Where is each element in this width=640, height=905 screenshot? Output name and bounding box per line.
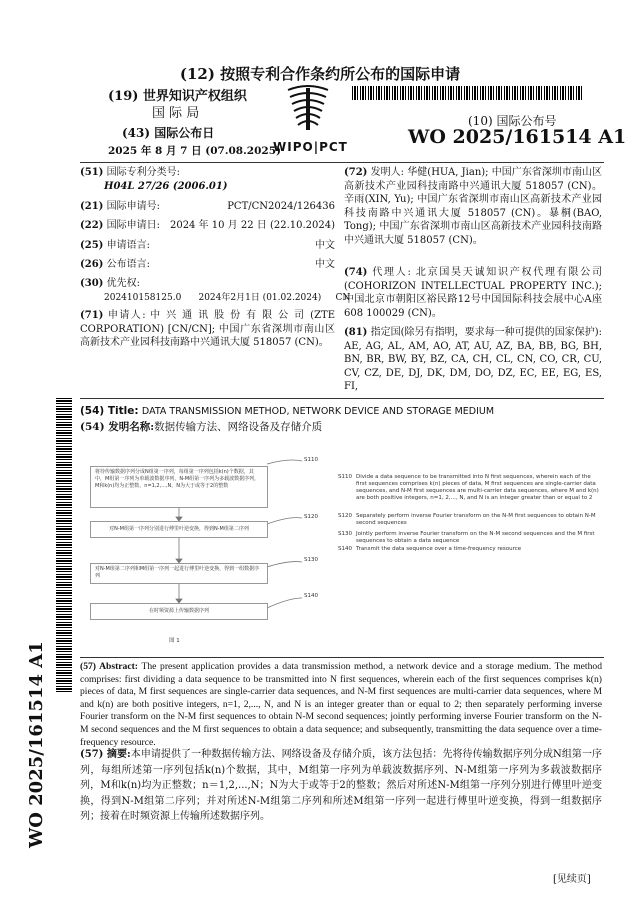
pub-no-label: (10) 国际公布号 (468, 114, 557, 128)
side-barcode-icon (56, 396, 72, 692)
divider-middle (80, 398, 604, 399)
field-74: (74) 代理人: 北京国昊天诚知识产权代理有限公司 (COHORIZON INTELLECTUAL PROPERTY INC.); 中国北京市朝阳区裕民路12号中国国际科技会展中心A座608 100029 (CN)。 (344, 267, 602, 319)
legend-code-s120: S120 (338, 513, 352, 519)
legend-code-s140: S140 (338, 546, 352, 552)
figure-caption: 图 1 (169, 638, 180, 644)
legend-text-s120: Separately perform inverse Fourier transform on the N-M first sequences to obtain N-M second sequences (356, 513, 596, 526)
field-25: (25) 申请语言: 中文 (80, 240, 335, 251)
field-81: (81) 指定国(除另有指明，要求每一种可提供的国家保护): AE, AG, AL, AM, AO, AT, AU, AZ, BA, BB, BG, BH, BN, BR, BW, BY, BZ, CA, CH, CL, CN, CO, CR, CU, CV, CZ, DE, DJ, DK, DM, DO, DZ, EC, EE, EG, ES, FI, (344, 327, 603, 392)
step-label-s130: S130 (304, 557, 318, 563)
field-51: (51) 国际专利分类号: H04L 27/26 (2006.01) (80, 167, 228, 192)
field-30: (30) 优先权: 202410158125.0 2024年2月1日 (01.02.2024) CN (80, 278, 351, 303)
abstract-en: (57) Abstract: The present application provides a data transmission method, a network device and a storage medium. The method comprises: first dividing a data sequence to be transmitted into N first sequences, wherein each of the first sequences comprises k(n) pieces of data, M first sequences are single-carrier data sequences, and N-M first sequences are multi-carrier data sequences, where M and k(n) are both positive integers, n=1, 2,..., N, and N is an integer greater than or equal to 2; then separately performing inverse Fourier transform on the N-M first sequences to obtain N-M second sequences; jointly performing inverse Fourier transform on the N-M second sequences and the M first sequences to obtain a data sequence; and subsequently, transmitting the data sequence over a time-frequency resource. (80, 661, 602, 748)
legend-text-s130: Jointly perform inverse Fourier transform on the N-M second sequences and the M first sequences to obtain a data sequence (356, 531, 595, 544)
step-label-s110: S110 (304, 457, 318, 463)
step-box-s140: 在时频资源上传输数据序列 (90, 603, 268, 620)
title-en: (54) Title: DATA TRANSMISSION METHOD, NETWORK DEVICE AND STORAGE MEDIUM (80, 405, 495, 417)
org-name: (19) 世界知识产权组织 (108, 89, 247, 104)
document-title: (12) 按照专利合作条约所公布的国际申请 (179, 65, 461, 83)
continued-note: [见续页] (553, 874, 591, 885)
flow-figure (84, 452, 604, 652)
legend-text-s140: Transmit the data sequence over a time-frequency resource (356, 546, 522, 552)
pub-date: 2025 年 8 月 7 日 (07.08.2025) (108, 145, 281, 157)
field-72: (72) 发明人: 华健(HUA, Jian); 中国广东省深圳市南山区高新技术产业园科技南路中兴通讯大厦 518057 (CN)。辛雨(XIN, Yu); 中国广东省深圳市南山区高新技术产业园科技南路中兴通讯大厦 518057 (CN)。暴桐(BAO, Tong); 中国广东省深圳市南山区高新技术产业园科技南路中兴通讯大厦 518057 (CN)。 (344, 167, 602, 246)
step-box-s130: 对N-M组第二序列和M组第一序列一起进行傅里叶逆变换，得到一组数据序列 (90, 563, 268, 584)
org-bureau: 国 际 局 (152, 106, 200, 121)
wipo-logo-icon (278, 80, 338, 140)
step-box-s120: 对N-M组第一序列分别进行傅里叶逆变换，得到N-M组第二序列 (90, 521, 268, 538)
legend-code-s130: S130 (338, 531, 352, 537)
field-26: (26) 公布语言: 中文 (80, 259, 335, 270)
divider-abstract (80, 657, 604, 658)
title-cn: (54) 发明名称:数据传输方法、网络设备及存储介质 (80, 421, 323, 433)
legend-code-s110: S110 (338, 474, 352, 480)
step-label-s120: S120 (304, 514, 318, 520)
abstract-cn: (57) 摘要:本申请提供了一种数据传输方法、网络设备及存储介质，该方法包括：先将待传输数据序列分成N组第一序列，每组所述第一序列包括k(n)个数据，其中，M组第一序列为单载波数据序列、N-M组第一序列为多载波数据序列，M和k(n)均为正整数；n＝1,2,...,N；N为大于或等于2的整数；然后对所述N-M组第一序列分别进行傅里叶逆变换，得到N-M组第二序列；并对所述N-M组第二序列和所述M组第一序列一起进行傅里叶逆变换，得到一组数据序列；接着在时频资源上传输所述数据序列。 (80, 749, 602, 822)
pub-number: WO 2025/161514 A1 (408, 126, 627, 148)
wipo-logo-text: WIPO|PCT (273, 140, 348, 154)
step-label-s140: S140 (304, 593, 318, 599)
divider-top (80, 162, 604, 163)
pub-date-label: (43) 国际公布日 (122, 126, 215, 140)
legend-text-s110: Divide a data sequence to be transmitted into N first sequences, wherein each of the first sequences comprises k(n) pieces of data, M first sequences are single-carrier data sequences, and N-M first sequences are multi-carrier data sequences, where M and k(n) are both positive integers, n=1, 2,..., N, and N is an integer greater than or equal to 2 (356, 474, 599, 501)
side-pub-number: WO 2025/161514 A1 (26, 641, 47, 848)
field-71: (71) 申请人: 中 兴 通 讯 股 份 有 限 公 司 (ZTE CORPORATION) [CN/CN]; 中国广东省深圳市南山区高新技术产业园科技南路中兴通讯大厦 518057 (CN)。 (80, 310, 335, 348)
field-21: (21) 国际申请号: PCT/CN2024/126436 (80, 201, 335, 212)
barcode-icon (352, 86, 582, 100)
step-box-s110: 将待传输数据序列分成N组第一序列，每组第一序列包括k(n)个数据，其中，M组第一序列为单载波数据序列，N-M组第一序列为多载波数据序列，M和k(n)均为正整数，n=1,2,...,N，N为大于或等于2的整数 (90, 466, 268, 508)
field-22: (22) 国际申请日: 2024 年 10 月 22 日 (22.10.2024) (80, 220, 335, 231)
